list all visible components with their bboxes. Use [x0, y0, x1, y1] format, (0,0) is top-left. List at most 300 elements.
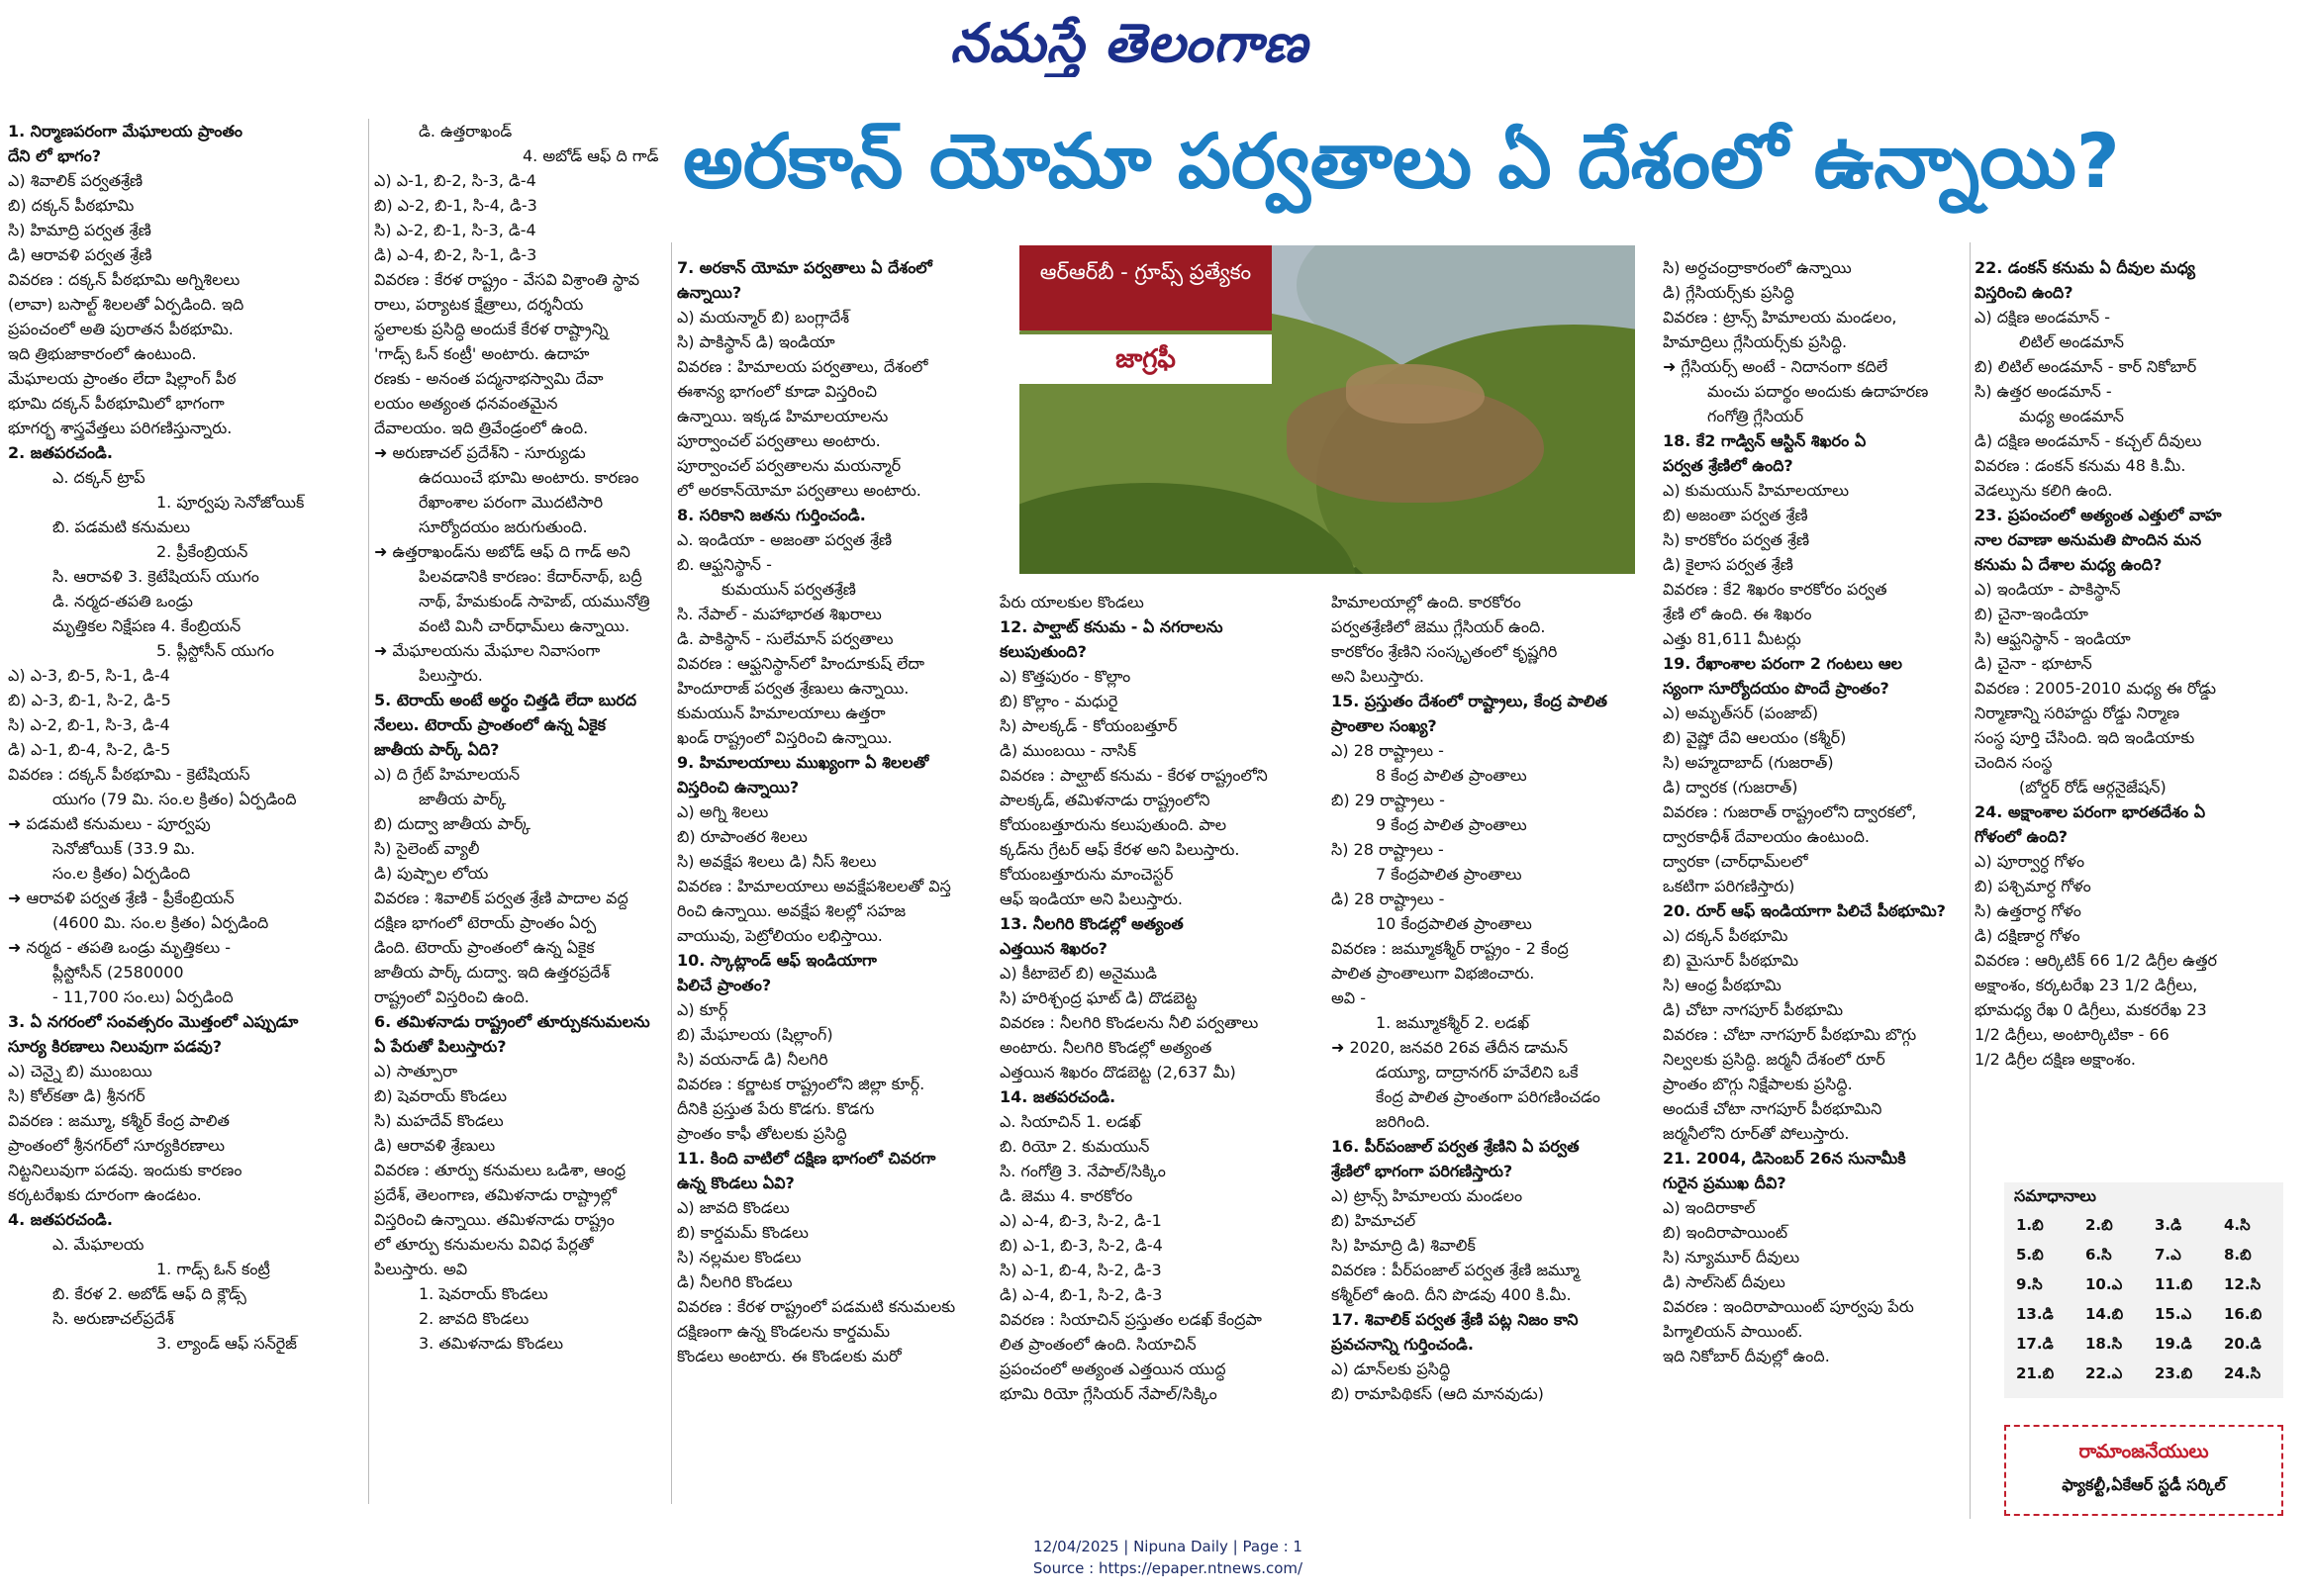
question-line: 20. రూర్ ఆఫ్ ఇండియాగా పిలిచే పీఠభూమి?: [1663, 901, 1946, 920]
text-line: ఎ) కుమయున్ హిమాలయాలు: [1663, 481, 1849, 500]
question-line: 6. తమిళనాడు రాష్ట్రంలో తూర్పుకనుమలను: [374, 1012, 650, 1031]
text-line: వివరణ : హిమాలయ పర్వతాలు, దేశంలో: [677, 357, 928, 376]
text-line: ➜ 2020, జనవరి 26వ తేదీన డామన్: [1331, 1038, 1569, 1057]
text-line: హిందూరాజ్ పర్వత శ్రేణులు ఉన్నాయి.: [677, 679, 910, 698]
text-line: 8 కేంద్ర పాలిత ప్రాంతాలు: [1376, 766, 1527, 785]
page-headline: అరకాన్ యోమా పర్వతాలు ఏ దేశంలో ఉన్నాయి?: [683, 117, 2120, 205]
text-line: బి) 29 రాష్ట్రాలు -: [1331, 791, 1445, 809]
text-line: ప్లీస్టోసీన్ (2580000: [52, 963, 184, 982]
text-line: ఎ) ది గ్రేట్ హిమాలయన్: [374, 765, 521, 784]
text-line: బి. పడమటి కనుమలు: [52, 517, 191, 536]
text-line: సూర్యోదయం జరుగుతుంది.: [419, 517, 588, 536]
text-line: దక్షిణ భాగంలో టెరాయ్ ప్రాంతం ఏర్ప: [374, 913, 597, 932]
text-line: కొండలు అంటారు. ఈ కొండలకు మరో: [677, 1347, 902, 1365]
text-line: వివరణ : కేరళ రాష్ట్రం - వేసవి విశ్రాంతి స్థావ: [374, 270, 640, 289]
text-line: ఎ) ఇందిరాకాల్: [1663, 1198, 1756, 1217]
question-line: 5. టెరాయ్ అంటే అర్థం చిత్తడి లేదా బురద: [374, 691, 637, 709]
text-line: ఉదయించే భూమి అంటారు. కారణం: [419, 468, 639, 487]
text-line: డింది. టెరాయ్ ప్రాంతంలో ఉన్న ఏకైక: [374, 938, 595, 957]
text-line: ఆఫ్ ఇండియా అని పిలుస్తారు.: [1000, 890, 1183, 908]
text-line: సి) హరిశ్చంద్ర ఘాట్ డి) దొడబెట్ట: [1000, 988, 1198, 1007]
text-line: 1. జమ్మూకశ్మీర్ 2. లడఖ్: [1376, 1013, 1530, 1032]
text-line: ఎ) ట్రాన్స్ హిమాలయ మండలం: [1331, 1186, 1523, 1205]
text-line: డి) చోటా నాగపూర్ పీఠభూమి: [1663, 1000, 1844, 1019]
text-line: అని పిలుస్తారు.: [1331, 667, 1424, 686]
text-line: ఎ) కూర్గ్: [677, 1000, 728, 1019]
text-line: దీనికి ప్రస్తుత పేరు కొడగు. కొడగు: [677, 1099, 875, 1118]
text-line: కోయంబత్తూరును మాంచెస్టర్: [1000, 865, 1174, 884]
text-line: సి) ఆంధ్ర పీఠభూమి: [1663, 976, 1782, 994]
text-line: కుమయున్ హిమాలయాలు ఉత్తరా: [677, 704, 886, 722]
text-line: వివరణ : గుజరాత్ రాష్ట్రంలోని ద్వారకలో,: [1663, 802, 1917, 821]
text-line: వివరణ : హిమాలయాలు అవక్షేపశిలలతో విస్త: [677, 877, 951, 895]
text-line: ప్రపంచంలో అతి పురాతన పీఠభూమి.: [8, 320, 234, 338]
text-line: సి) ఆఫ్ఘనిస్థాన్ - ఇండియా: [1975, 629, 2131, 648]
text-line: నిల్వలకు ప్రసిద్ధి. జర్మనీ దేశంలో రూర్: [1663, 1050, 1885, 1069]
answer-item: 14.బి: [2085, 1305, 2124, 1323]
question-line: 1. నిర్మాణపరంగా మేఘాలయ ప్రాంతం: [8, 122, 243, 141]
text-line: సి) కోల్‌కతా డి) శ్రీనగర్: [8, 1086, 145, 1105]
text-line: ఎ) దక్కన్ పీఠభూమి: [1663, 926, 1788, 945]
text-line: హిమాద్రిలు గ్లేసియర్స్‌కు ప్రసిద్ధి.: [1663, 332, 1848, 351]
text-line: ఎత్తయిన శిఖరం దొడబెట్ట (2,637 మీ): [1000, 1063, 1236, 1081]
column-7: [1975, 255, 2301, 1175]
question-line: 19. రేఖాంశాల పరంగా 2 గంటలు ఆల: [1663, 654, 1902, 673]
text-line: ఎ) జావది కొండలు: [677, 1198, 790, 1217]
question-line: కనుమ ఏ దేశాల మధ్య ఉంది?: [1975, 555, 2163, 574]
question-line: ఉన్న కొండలు ఏవి?: [677, 1174, 795, 1192]
text-line: మేఘాలయ ప్రాంతం లేదా షిల్లాంగ్ పీఠ: [8, 369, 237, 388]
question-line: నాల రవాణా అనుమతి పొందిన మన: [1975, 530, 2202, 549]
text-line: కుమయున్ పర్వతశ్రేణి: [722, 580, 856, 599]
text-line: 10 కేంద్రపాలిత ప్రాంతాలు: [1376, 914, 1532, 933]
text-line: సి. ఆరావళి 3. క్రెటేషియస్ యుగం: [52, 567, 259, 586]
answer-item: 10.ఎ: [2085, 1275, 2123, 1293]
question-line: 15. ప్రస్తుతం దేశంలో రాష్ట్రాలు, కేంద్ర పాలిత: [1331, 692, 1607, 710]
text-line: డి. ఉత్తరాఖండ్: [419, 122, 513, 141]
author-name: రామాంజనేయులు: [2078, 1441, 2209, 1462]
text-line: సి) ఉత్తరార్ధ గోళం: [1975, 901, 2081, 920]
text-line: లిటిల్ అండమాన్: [2019, 332, 2124, 351]
text-line: 5. ప్లీస్టోసీన్ యుగం: [156, 641, 274, 660]
question-line: 8. సరికాని జతను గుర్తించండి.: [677, 506, 866, 524]
text-line: ఎ) డూన్‌లకు ప్రసిద్ధి: [1331, 1360, 1451, 1378]
text-line: 1/2 డిగ్రీలు, అంటార్కిటికా - 66: [1975, 1025, 2169, 1044]
text-line: వివరణ : తూర్పు కనుమలు ఒడిశా, ఆంధ్ర: [374, 1161, 626, 1179]
text-line: ద్వారకా (చార్‌ధామ్‌లలో: [1663, 852, 1808, 871]
question-line: 11. కింది వాటిలో దక్షిణ భాగంలో చివరగా: [677, 1149, 936, 1168]
question-line: 24. అక్షాంశాల పరంగా భారతదేశం ఏ: [1975, 802, 2206, 821]
answer-item: 21.బి: [2016, 1364, 2055, 1382]
text-line: డి) 28 రాష్ట్రాలు -: [1331, 890, 1445, 908]
text-line: సి) అవక్షేప శిలలు డి) నీస్ శిలలు: [677, 852, 877, 871]
text-line: సి. గంగోత్రి 3. నేపాల్/సిక్కిం: [1000, 1162, 1166, 1180]
text-line: పూర్వాంచల్ పర్వతాలను మయన్మార్: [677, 456, 902, 475]
text-line: వివరణ : డంకన్ కనుమ 48 కి.మీ.: [1975, 456, 2186, 475]
text-line: బి) అజంతా పర్వత శ్రేణి: [1663, 506, 1808, 524]
text-line: సి) సైలెంట్ వ్యాలీ: [374, 839, 480, 858]
question-line: ఎత్తయిన శిఖరం?: [1000, 939, 1108, 958]
text-line: డి) ఆరావళి పర్వత శ్రేణి: [8, 245, 152, 264]
answer-item: 8.బి: [2224, 1246, 2252, 1264]
text-line: బి) దుద్వా జాతీయ పార్క్: [374, 814, 530, 833]
text-line: ఖండ్ రాష్ట్రంలో విస్తరించి ఉన్నాయి.: [677, 728, 893, 747]
answer-item: 3.డి: [2155, 1216, 2182, 1234]
text-line: ➜ అరుణాచల్ ప్రదేశ్‌ని - సూర్యుడు: [374, 443, 586, 462]
question-line: 23. ప్రపంచంలో అత్యంత ఎత్తులో వాహ: [1975, 506, 2222, 524]
text-line: వివరణ : జమ్మూ, కశ్మీర్ కేంద్ర పాలిత: [8, 1111, 230, 1130]
text-line: డి. నర్మద-తపతి ఒండ్రు: [52, 592, 193, 610]
text-line: సి) మహదేవ్ కొండలు: [374, 1111, 504, 1130]
text-line: ప్రాంతం కాఫీ తోటలకు ప్రసిద్ధి: [677, 1124, 847, 1143]
answer-item: 15.ఎ: [2155, 1305, 2192, 1323]
text-line: వివరణ : ఇందిరాపాయింట్ పూర్వపు పేరు: [1663, 1297, 1914, 1316]
text-line: 2. జావది కొండలు: [419, 1309, 530, 1328]
text-line: బి) పశ్చిమార్ధ గోళం: [1975, 877, 2091, 895]
text-line: దేవాలయం. ఇది త్రివేండ్రంలో ఉంది.: [374, 419, 589, 437]
text-line: డి) పుష్పాల లోయ: [374, 864, 489, 883]
text-line: బి. రియో 2. కుమయున్: [1000, 1137, 1150, 1156]
text-line: కేంద్ర పాలిత ప్రాంతంగా పరిగణించడం: [1376, 1087, 1600, 1106]
text-line: మృత్తికల నిక్షేపణ 4. కేంబ్రియన్: [52, 616, 241, 635]
text-line: జాతీయ పార్క్: [419, 790, 507, 808]
text-line: డి) ముంబయి - నాసిక్: [1000, 741, 1136, 760]
column-1: [8, 119, 364, 1504]
column-4: [1000, 590, 1326, 1504]
question-line: ఏ పేరుతో పిలుస్తారు?: [374, 1037, 507, 1056]
text-line: 9 కేంద్ర పాలిత ప్రాంతాలు: [1376, 815, 1527, 834]
text-line: మంచు పదార్థం అందుకు ఉదాహరణ: [1707, 382, 1929, 401]
text-line: ➜ ఆరావళి పర్వత శ్రేణి - ప్రీకేంబ్రియన్: [8, 889, 235, 907]
text-line: ఎ) అమృత్‌సర్ (పంజాబ్): [1663, 704, 1819, 722]
page-footer: [871, 1536, 1465, 1579]
question-line: విస్తరించి ఉంది?: [1975, 283, 2073, 302]
text-line: ఎ) సాత్పూరా: [374, 1062, 458, 1080]
answer-item: 13.డి: [2016, 1305, 2054, 1323]
text-line: ➜ మేఘాలయను మేఘాల నివాసంగా: [374, 641, 601, 660]
text-line: రణకు - అనంత పద్మనాభస్వామి దేవా: [374, 369, 604, 388]
text-line: భూమి రియో గ్లేసియర్ నేపాల్/సిక్కిం: [1000, 1384, 1217, 1403]
column-divider: [1970, 242, 1971, 1519]
text-line: నిర్మాణాన్ని సరిహద్దు రోడ్డు నిర్మాణ: [1975, 704, 2180, 722]
text-line: డి) ఆరావళి శ్రేణులు: [374, 1136, 496, 1155]
text-line: డి) నీలగిరి కొండలు: [677, 1272, 793, 1291]
text-line: 4. అబోడ్ ఆఫ్ ది గాడ్: [523, 146, 659, 165]
author-box: [2004, 1425, 2283, 1516]
text-line: ఎ. దక్కన్ ట్రాప్: [52, 468, 145, 487]
text-line: వివరణ : ఆర్కిటిక్ 66 1/2 డిగ్రీల ఉత్తర: [1975, 951, 2218, 970]
text-line: సి) ఎ-2, బి-1, సి-3, డి-4: [8, 715, 170, 734]
text-line: డి. జెము 4. కారకోరం: [1000, 1186, 1133, 1205]
text-line: వివరణ : దక్కన్ పీఠభూమి అగ్నిశిలలు: [8, 270, 241, 289]
text-line: సం.ల క్రితం) ఏర్పడింది: [52, 864, 191, 883]
text-line: (లావా) బసాల్ట్ శిలలతో ఏర్పడింది. ఇది: [8, 295, 244, 314]
text-line: పిలుస్తారు.: [419, 666, 483, 685]
question-line: ప్రాంతాల సంఖ్య?: [1331, 716, 1437, 735]
text-line: ➜ గ్లేసియర్స్ అంటే - నిదానంగా కదిలే: [1663, 357, 1888, 376]
subject-badge: జాగ్రఫీ: [1019, 334, 1272, 384]
text-line: వివరణ : పీర్‌పంజాల్ పర్వత శ్రేణి జమ్మూ: [1331, 1261, 1580, 1279]
text-line: వివరణ : శివాలిక్ పర్వత శ్రేణి పాదాల వద్ద: [374, 889, 628, 907]
text-line: హిమాలయాల్లో ఉంది. కారకోరం: [1331, 593, 1521, 611]
answer-item: 6.సి: [2085, 1246, 2112, 1264]
text-line: భూగర్భ శాస్త్రవేత్తలు పరిగణిస్తున్నారు.: [8, 419, 233, 437]
text-line: ఈశాన్య భాగంలో కూడా విస్తరించి: [677, 382, 878, 401]
question-line: 10. స్కాట్లాండ్ ఆఫ్ ఇండియాగా: [677, 951, 877, 970]
text-line: బి) షెవరాయ్ కొండలు: [374, 1086, 508, 1105]
question-line: 18. కే2 గాడ్విన్ ఆస్టిన్ శిఖరం ఏ: [1663, 431, 1867, 450]
answer-item: 18.సి: [2085, 1335, 2123, 1353]
answer-item: 19.డి: [2155, 1335, 2192, 1353]
answer-item: 7.ఎ: [2155, 1246, 2181, 1264]
text-line: బి) ఎ-3, బి-1, సి-2, డి-5: [8, 691, 171, 709]
column-6: [1663, 255, 1970, 1504]
question-line: కలుపుతుంది?: [1000, 642, 1087, 661]
text-line: వంటి మినీ చార్‌ధామ్‌లు ఉన్నాయి.: [419, 616, 630, 635]
text-line: 1/2 డిగ్రీల దక్షిణ అక్షాంశం.: [1975, 1050, 2136, 1069]
text-line: బి) మేఘాలయ (షిల్లాంగ్): [677, 1025, 833, 1044]
question-line: 21. 2004, డిసెంబర్ 26న సునామీకి: [1663, 1149, 1906, 1168]
series-badge: ఆర్ఆర్‌బీ - గ్రూప్స్ ప్రత్యేకం: [1019, 245, 1272, 330]
text-line: విస్తరించి ఉన్నాయి. తమిళనాడు రాష్ట్రం: [374, 1210, 615, 1229]
text-line: రాలు, పర్యాటక క్షేత్రాలు, దర్శనీయ: [374, 295, 584, 314]
text-line: సి) ఎ-2, బి-1, సి-3, డి-4: [374, 221, 536, 239]
text-line: బి. కేరళ 2. అబోడ్ ఆఫ్ ది క్లౌడ్స్: [52, 1284, 246, 1303]
text-line: ఎ) పూర్వార్ధ గోళం: [1975, 852, 2085, 871]
text-line: డి. పాకిస్థాన్ - సులేమాన్ పర్వతాలు: [677, 629, 894, 648]
text-line: బి) కార్డమమ్ కొండలు: [677, 1223, 809, 1242]
text-line: 2. ప్రీకేంబ్రియన్: [156, 542, 248, 561]
text-line: సి. అరుణాచల్‌ప్రదేశ్: [52, 1309, 174, 1328]
text-line: యుగం (79 మి. సం.ల క్రితం) ఏర్పడింది: [52, 790, 297, 808]
author-designation: ఫ్యాకల్టీ,ఏకేఆర్ స్టడీ సర్కిల్: [2062, 1475, 2226, 1494]
text-line: బి) హిమాచల్: [1331, 1211, 1416, 1230]
text-line: డి) ఎ-4, బి-1, సి-2, డి-3: [1000, 1285, 1163, 1304]
text-line: బి) కొల్లాం - మధురై: [1000, 692, 1118, 710]
text-line: ఎ) కొత్తపురం - కొల్లాం: [1000, 667, 1131, 686]
text-line: శ్రేణి లో ఉంది. ఈ శిఖరం: [1663, 605, 1812, 623]
answer-item: 5.బి: [2016, 1246, 2044, 1264]
text-line: ప్రాంతంలో శ్రీనగర్‌లో సూర్యకిరణాలు: [8, 1136, 226, 1155]
text-line: గంగోత్రి గ్లేసియర్: [1707, 407, 1804, 425]
text-line: లో తూర్పు కనుమలను వివిధ పేర్లతో: [374, 1235, 594, 1254]
text-line: ప్రాంతం బొగ్గు నిక్షేపాలకు ప్రసిద్ధి.: [1663, 1075, 1853, 1093]
text-line: మధ్య అండమాన్: [2019, 407, 2124, 425]
column-3: [677, 255, 1004, 1504]
text-line: డి) గ్లేసియర్స్‌కు ప్రసిద్ధి: [1663, 283, 1794, 302]
text-line: చెందిన సంస్థ: [1975, 753, 2053, 772]
question-line: 22. డంకన్ కనుమ ఏ దీవుల మధ్య: [1975, 258, 2195, 277]
text-line: - 11,700 సం.లు) ఏర్పడింది: [52, 987, 234, 1006]
text-line: సి) హిమాద్రి పర్వత శ్రేణి: [8, 221, 151, 239]
text-line: కశ్మీర్‌లో ఉంది. దీని పొడవు 400 కి.మీ.: [1331, 1285, 1572, 1304]
text-line: వివరణ : ట్రాన్స్ హిమాలయ మండలం,: [1663, 308, 1897, 327]
column-2: [374, 119, 667, 1504]
text-line: వాయువు, పెట్రోలియం లభిస్తాయి.: [677, 926, 883, 945]
text-line: ➜ నర్మద - తపతి ఒండ్రు మృత్తికలు -: [8, 938, 232, 957]
question-line: దేని లో భాగం?: [8, 146, 102, 165]
text-line: నాథ్, హేమకుండ్ సాహెబ్, యమునోత్రి: [419, 592, 650, 610]
text-line: సి) పాలక్కడ్ - కోయంబత్తూర్: [1000, 716, 1178, 735]
answer-item: 2.బి: [2085, 1216, 2113, 1234]
text-line: డి) సాల్‌సెట్ దీవులు: [1663, 1272, 1785, 1291]
footer-source-line: Source : https://epaper.ntnews.com/: [1032, 1559, 1303, 1577]
question-line: 3. ఏ నగరంలో సంవత్సరం మొత్తంలో ఎప్పుడూ: [8, 1012, 299, 1031]
answer-item: 12.సి: [2224, 1275, 2262, 1293]
text-line: ప్రదేశ్, తెలంగాణ, తమిళనాడు రాష్ట్రాల్లో: [374, 1185, 617, 1204]
answer-item: 1.బి: [2016, 1216, 2044, 1234]
text-line: సి) పాకిస్థాన్ డి) ఇండియా: [677, 332, 835, 351]
text-line: వివరణ : ఆఫ్ఘనిస్థాన్‌లో హిందూకుష్ లేదా: [677, 654, 925, 673]
text-line: ఎ. సియాచిన్ 1. లడఖ్: [1000, 1112, 1141, 1131]
text-line: వివరణ : కేరళ రాష్ట్రంలో పడమటి కనుమలకు: [677, 1297, 956, 1316]
question-line: జాతీయ పార్క్ ఏది?: [374, 740, 500, 759]
text-line: సి. నేపాల్ - మహాభారత శిఖరాలు: [677, 605, 882, 623]
text-line: ఎ) దక్షిణ అండమాన్ -: [1975, 308, 2110, 327]
text-line: స్థలాలకు ప్రసిద్ధి అందుకే కేరళ రాష్ట్రాన్ని: [374, 320, 609, 338]
text-line: బి) రామాపిథికస్ (ఆది మానవుడు): [1331, 1384, 1544, 1403]
text-line: పాలిత ప్రాంతాలుగా విభజించారు.: [1331, 964, 1535, 983]
column-divider: [671, 242, 672, 1504]
text-line: ఎ) ఎ-1, బి-2, సి-3, డి-4: [374, 171, 536, 190]
text-line: సి) 28 రాష్ట్రాలు -: [1331, 840, 1444, 859]
text-line: ఎ) ఇండియా - పాకిస్థాన్: [1975, 580, 2121, 599]
text-line: డి) ఎ-4, బి-2, సి-1, డి-3: [374, 245, 537, 264]
question-line: 17. శివాలిక్ పర్వత శ్రేణి పట్ల నిజం కాని: [1331, 1310, 1579, 1329]
text-line: లయం అత్యంత ధనవంతమైన: [374, 394, 558, 413]
text-line: ➜ ఉత్తరాఖండ్‌ను అబోడ్ ఆఫ్ ది గాడ్ అని: [374, 542, 630, 561]
text-line: రేఖాంశాల పరంగా మొదటిసారి: [419, 493, 604, 512]
text-line: డి) దక్షిణ అండమాన్ - కచ్చల్ దీవులు: [1975, 431, 2202, 450]
question-line: నేలలు. టెరాయ్ ప్రాంతంలో ఉన్న ఏకైక: [374, 715, 607, 734]
answer-item: 17.డి: [2016, 1335, 2054, 1353]
text-line: జరిగింది.: [1376, 1112, 1431, 1131]
text-line: పర్వతశ్రేణిలో జెము గ్లేసియర్ ఉంది.: [1331, 617, 1546, 636]
text-line: ఇది నికోబార్ దీవుల్లో ఉంది.: [1663, 1347, 1830, 1365]
text-line: క్కడ్‌ను గ్రేటర్ ఆఫ్ కేరళ అని పిలుస్తారు.: [1000, 840, 1240, 859]
text-line: సి) ఎ-1, బి-4, సి-2, డి-3: [1000, 1261, 1162, 1279]
text-line: బి) ఎ-2, బి-1, సి-4, డి-3: [374, 196, 537, 215]
text-line: వివరణ : 2005-2010 మధ్య ఈ రోడ్డు: [1975, 679, 2217, 698]
text-line: ఎ) కీటాబెల్ బి) అనైముడి: [1000, 964, 1157, 983]
text-line: ఎ) అగ్ని శిలలు: [677, 802, 769, 821]
text-line: లో అరకాన్‌యోమా పర్వతాలు అంటారు.: [677, 481, 921, 500]
text-line: బి) వైష్ణో దేవి ఆలయం (కశ్మీర్): [1663, 728, 1847, 747]
text-line: రాష్ట్రంలో విస్తరించి ఉంది.: [374, 987, 530, 1006]
text-line: పిగ్మాలియన్ పాయింట్.: [1663, 1322, 1803, 1341]
question-line: 14. జతపరచండి.: [1000, 1087, 1116, 1106]
question-line: పర్వత శ్రేణిలో ఉంది?: [1663, 456, 1793, 475]
column-5: [1331, 590, 1658, 1504]
text-line: వివరణ : నీలగిరి కొండలను నీలి పర్వతాలు: [1000, 1013, 1259, 1032]
text-line: 3. ల్యాండ్ ఆఫ్ సన్‌రైజ్: [156, 1334, 297, 1353]
text-line: జర్మనీలోని రూర్‌తో పోలుస్తారు.: [1663, 1124, 1850, 1143]
text-line: 1. షెవరాయ్ కొండలు: [419, 1284, 548, 1303]
text-line: ఎత్తు 81,611 మీటర్లు: [1663, 629, 1801, 648]
text-line: ఎ) ఎ-4, బి-3, సి-2, డి-1: [1000, 1211, 1162, 1230]
question-line: 12. పాల్ఘాట్ కనుమ - ఏ నగరాలను: [1000, 617, 1223, 636]
text-line: పాలక్కడ్, తమిళనాడు రాష్ట్రంలోని: [1000, 791, 1210, 809]
answer-key-title: సమాధానాలు: [2014, 1186, 2096, 1205]
text-line: డి) చైనా - భూటాన్: [1975, 654, 2092, 673]
text-line: ➜ పడమటి కనుమలు - పూర్వపు: [8, 814, 211, 833]
text-line: సి) అహ్మదాబాద్ (గుజరాత్): [1663, 753, 1834, 772]
text-line: ద్వారకాధీశ్ దేవాలయం ఉంటుంది.: [1663, 827, 1870, 846]
text-line: వివరణ : జమ్మూకశ్మీర్ రాష్ట్రం - 2 కేంద్ర: [1331, 939, 1569, 958]
question-line: ప్రవచనాన్ని గుర్తించండి.: [1331, 1335, 1474, 1354]
text-line: అంటారు. నీలగిరి కొండల్లో అత్యంత: [1000, 1038, 1212, 1057]
text-line: దక్షిణంగా ఉన్న కొండలను కార్డమమ్: [677, 1322, 891, 1341]
question-line: ఉన్నాయి?: [677, 283, 742, 302]
question-line: గురైన ప్రముఖ దీవి?: [1663, 1174, 1786, 1192]
question-line: 7. అరకాన్ యోమా పర్వతాలు ఏ దేశంలో: [677, 258, 932, 277]
answer-item: 11.బి: [2155, 1275, 2193, 1293]
text-line: పూర్వాంచల్ పర్వతాలు అంటారు.: [677, 431, 881, 450]
answer-item: 24.సి: [2224, 1364, 2262, 1382]
text-line: బి) మైసూర్ పీఠభూమి: [1663, 951, 1799, 970]
question-line: 9. హిమాలయాలు ముఖ్యంగా ఏ శిలలతో: [677, 753, 929, 772]
question-line: స్యంగా సూర్యోదయం పొందే ప్రాంతం?: [1663, 679, 1889, 698]
question-line: సూర్య కిరణాలు నిలువుగా పడవు?: [8, 1037, 223, 1056]
question-line: విస్తరించి ఉన్నాయి?: [677, 778, 800, 797]
text-line: రించి ఉన్నాయి. అవక్షేప శిలల్లో సహజ: [677, 901, 907, 920]
text-line: బి) దక్కన్ పీఠభూమి: [8, 196, 135, 215]
text-line: ఒకటిగా పరిగణిస్తారు): [1663, 877, 1795, 895]
text-line: కోయంబత్తూరును కలుపుతుంది. పాల: [1000, 815, 1227, 834]
question-line: శ్రేణిలో భాగంగా పరిగణిస్తారు?: [1331, 1162, 1513, 1180]
text-line: వివరణ : కర్ణాటక రాష్ట్రంలోని జిల్లా కూర్గ్.: [677, 1075, 925, 1093]
text-line: పిలుస్తారు. అవి: [374, 1260, 468, 1278]
text-line: సి) ఉత్తర అండమాన్ -: [1975, 382, 2112, 401]
text-line: పిలవడానికి కారణం: కేదార్‌నాథ్, బద్రీ: [419, 567, 642, 586]
question-line: 16. పీర్‌పంజాల్ పర్వత శ్రేణిని ఏ పర్వత: [1331, 1137, 1580, 1156]
answer-item: 23.బి: [2155, 1364, 2193, 1382]
answer-key-box: [2004, 1182, 2283, 1398]
question-line: 4. జతపరచండి.: [8, 1210, 113, 1229]
text-line: సి) కారకోరం పర్వత శ్రేణి: [1663, 530, 1810, 549]
text-line: డి) ద్వారక (గుజరాత్): [1663, 778, 1798, 797]
text-line: వివరణ : దక్కన్ పీఠభూమి - క్రెటేషియస్: [8, 765, 250, 784]
column-divider: [368, 119, 369, 1504]
text-line: ఇది త్రిభుజాకారంలో ఉంటుంది.: [8, 344, 197, 363]
text-line: వివరణ : పాల్ఘాట్ కనుమ - కేరళ రాష్ట్రంలోని: [1000, 766, 1268, 785]
text-line: ఎ) శివాలిక్ పర్వతశ్రేణి: [8, 171, 144, 190]
text-line: పేరు యాలకుల కొండలు: [1000, 593, 1144, 611]
text-line: అక్షాంశం, కర్కటరేఖ 23 1/2 డిగ్రీలు,: [1975, 976, 2198, 994]
text-line: కారకోరం శ్రేణిని సంస్కృతంలో కృష్ణగిరి: [1331, 642, 1558, 661]
text-line: (బోర్డర్ రోడ్ ఆర్గనైజేషన్): [2019, 778, 2167, 797]
text-line: ఎ) ఎ-3, బి-5, సి-1, డి-4: [8, 666, 170, 685]
text-line: 7 కేంద్రపాలిత ప్రాంతాలు: [1376, 865, 1522, 884]
text-line: సి) న్యూమూర్ దీవులు: [1663, 1248, 1800, 1267]
text-line: సెనోజోయిక్ (33.9 మి.: [52, 839, 196, 858]
mountain-village-photo: [1019, 245, 1635, 574]
text-line: కర్కటరేఖకు దూరంగా ఉండటం.: [8, 1185, 202, 1204]
text-line: ఎ. ఇండియా - అజంతా పర్వత శ్రేణి: [677, 530, 893, 549]
text-line: సి) హిమాద్రి డి) శివాలిక్: [1331, 1236, 1476, 1255]
text-line: భూమధ్య రేఖ 0 డిగ్రీలు, మకరరేఖ 23: [1975, 1000, 2207, 1019]
answer-item: 16.బి: [2224, 1305, 2263, 1323]
text-line: ఎ. మేఘాలయ: [52, 1235, 144, 1254]
text-line: జాతీయ పార్క్ దుద్వా. ఇది ఉత్తరప్రదేశ్: [374, 963, 611, 982]
answer-item: 22.ఎ: [2085, 1364, 2123, 1382]
text-line: 1. పూర్వపు సెనోజోయిక్: [156, 493, 305, 512]
text-line: డి) కైలాస పర్వత శ్రేణి: [1663, 555, 1793, 574]
text-line: 1. గాడ్స్ ఓన్ కంట్రీ: [156, 1260, 270, 1278]
text-line: 'గాడ్స్ ఓన్ కంట్రీ' అంటారు. ఉదాహ: [374, 344, 590, 363]
text-line: ఎ) 28 రాష్ట్రాలు -: [1331, 741, 1444, 760]
question-line: 13. నీలగిరి కొండల్లో అత్యంత: [1000, 914, 1184, 933]
